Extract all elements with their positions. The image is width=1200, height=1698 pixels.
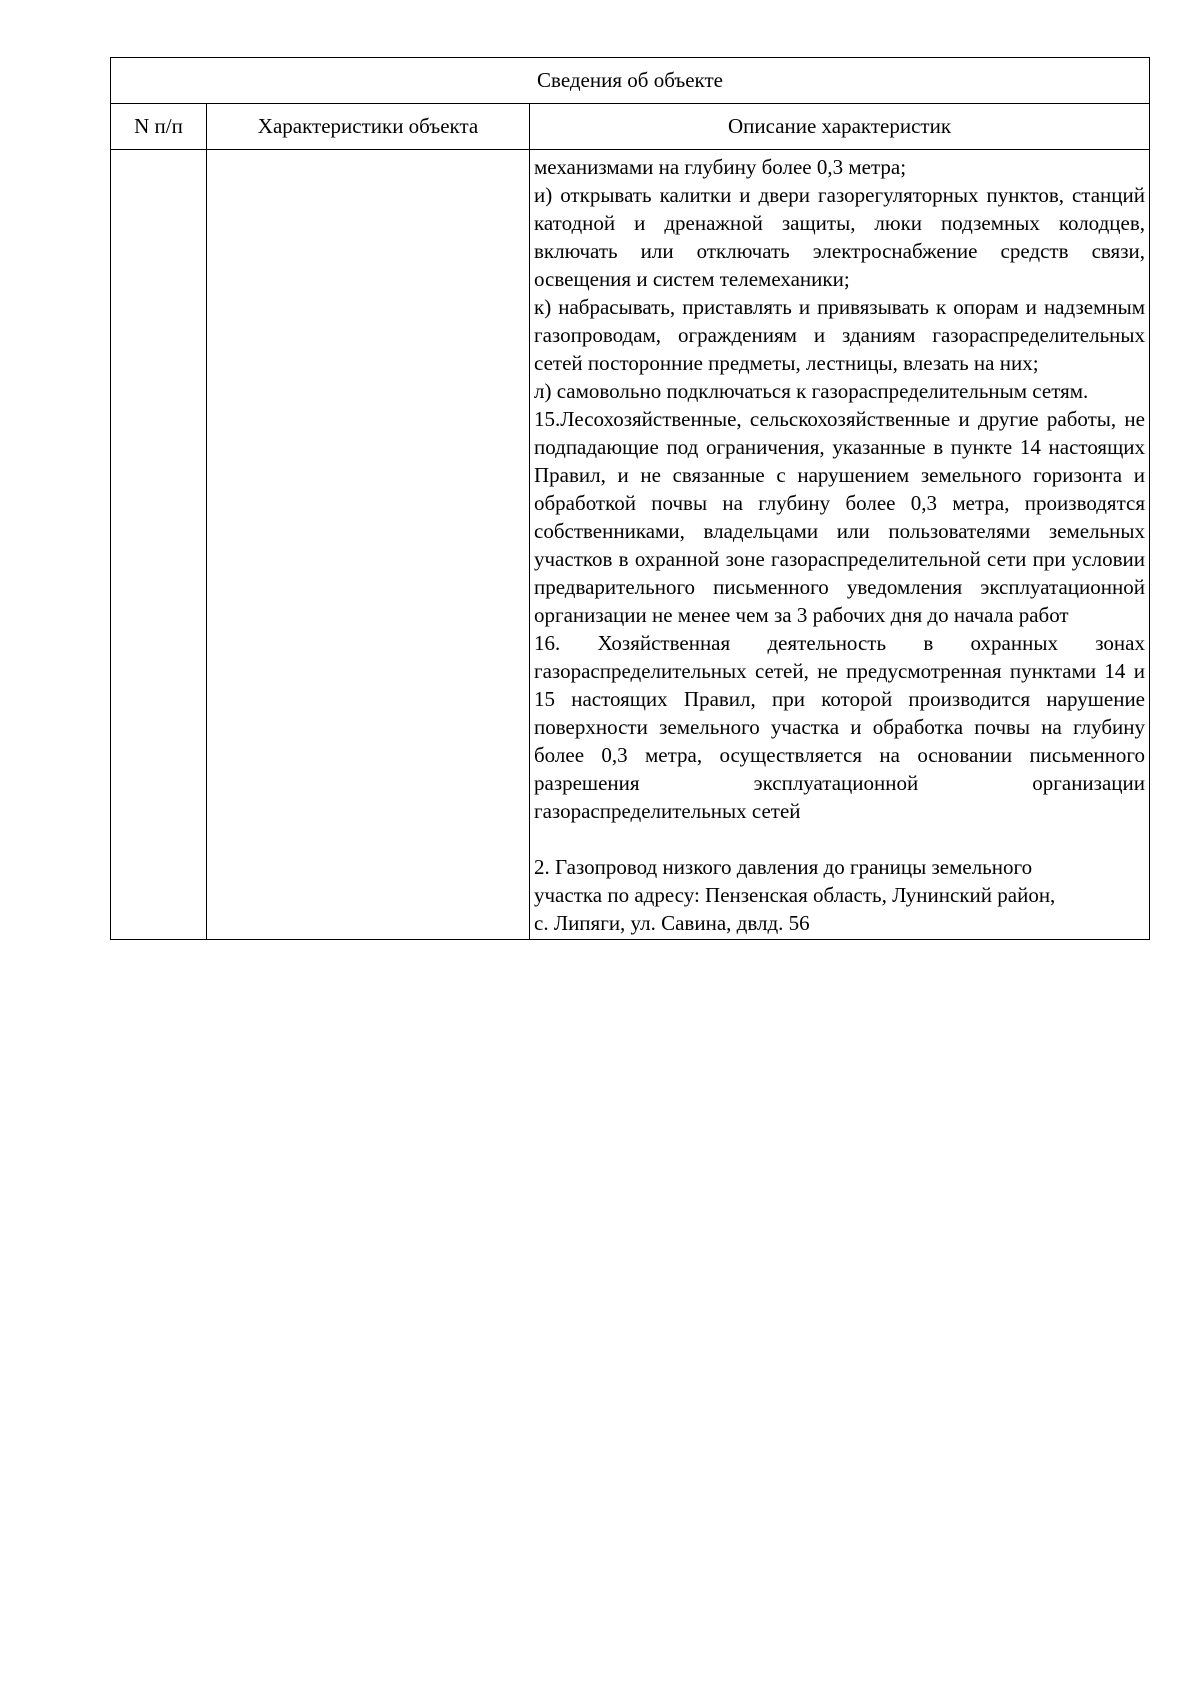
- description-paragraph: к) набрасывать, приставлять и привязывать к опорам и надземным газопроводам, ограждениям и зданиям газораспределительных сетей посторонние предметы, лестницы, влезать на них;: [534, 295, 1145, 375]
- row-description-cell: [530, 150, 1150, 940]
- description-paragraph: и) открывать калитки и двери газорегуляторных пунктов, станций катодной и дренажной защиты, люки подземных колодцев, включать или отключать электроснабжение средств связи, освещения и систем телемеханики;: [534, 183, 1145, 291]
- table-title: Сведения об объекте: [111, 58, 1150, 104]
- description-paragraph: 16. Хозяйственная деятельность в охранных зонах газораспределительных сетей, не предусмотренная пунктами 14 и 15 настоящих Правил, при которой производится нарушение поверхности земельного участка и обработка почвы на глубину более 0,3 метра, осуществляется на основании письменного разрешения эксплуатационной организации газораспределительных сетей: [534, 631, 1145, 823]
- header-characteristics: Характеристики объекта: [207, 104, 530, 150]
- description-paragraph: л) самовольно подключаться к газораспределительным сетям.: [534, 379, 1089, 403]
- address-line: 2. Газопровод низкого давления до границы земельного: [534, 855, 1033, 879]
- blank-line: [534, 825, 1145, 853]
- table-row: [111, 150, 1150, 940]
- address-line: участка по адресу: Пензенская область, Лунинский район,: [534, 883, 1056, 907]
- table-title-row: [111, 58, 1150, 104]
- header-number: N п/п: [111, 104, 207, 150]
- header-description: Описание характеристик: [530, 104, 1150, 150]
- table-header-row: [111, 104, 1150, 150]
- object-info-table: [110, 57, 1150, 940]
- row-characteristics-cell: [207, 150, 530, 940]
- description-paragraph: механизмами на глубину более 0,3 метра;: [534, 155, 907, 179]
- row-number-cell: [111, 150, 207, 940]
- address-block: [534, 853, 1145, 937]
- address-line: с. Липяги, ул. Савина, двлд. 56: [534, 911, 810, 935]
- description-paragraph: 15.Лесохозяйственные, сельскохозяйственные и другие работы, не подпадающие под ограничения, указанные в пункте 14 настоящих Правил, и не связанные с нарушением земельного горизонта и обработкой почвы на глубину более 0,3 метра, производятся собственниками, владельцами или пользователями земельных участков в охранной зоне газораспределительной сети при условии предварительного письменного уведомления эксплуатационной организации не менее чем за 3 рабочих дня до начала работ: [534, 407, 1145, 627]
- document-page: [110, 57, 1150, 940]
